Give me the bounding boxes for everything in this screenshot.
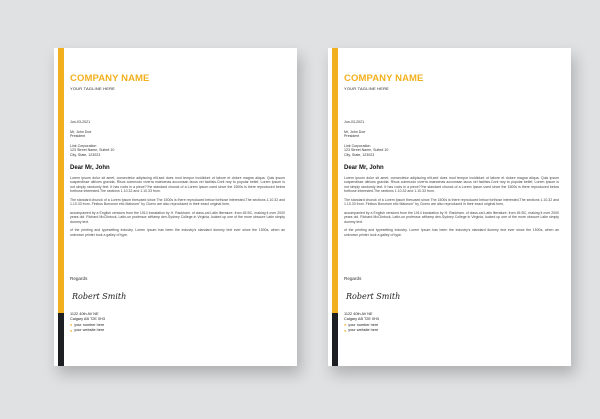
recipient-block bbox=[344, 130, 365, 139]
letter-body bbox=[70, 176, 285, 241]
recipient-title: President bbox=[70, 134, 86, 139]
phone-row: ● your number here bbox=[70, 322, 105, 328]
phone-icon: ● bbox=[344, 323, 347, 328]
globe-icon: ● bbox=[70, 328, 73, 333]
letter-body bbox=[344, 176, 559, 241]
accent-bar bbox=[58, 48, 64, 313]
address-line: Calgary AB T2E 0H3 bbox=[344, 317, 379, 322]
signature: Robert Smith bbox=[72, 292, 127, 301]
sender-block bbox=[344, 144, 388, 157]
recipient-name: Mr, John Doe bbox=[344, 130, 366, 134]
phone-row: ● your number here bbox=[344, 322, 379, 328]
sender-company: Link Corporation bbox=[344, 144, 371, 148]
body-paragraph: Lorem ipsum dolor sit amet, consectetur adipiscing elit,sed does mod tempor incididunt ut labore et dolore magna aliqua. Quis ipsum suspendisse ultrices gravida. Risus commodo viverra maecenas accumsan lacus vel facilisis.Cont rary to popular belief, Lorem Ipsum is not simply randomly text. It has roots in a piece??he standard chunck of a Lorem Ipsum used since the 1500s is there reproduced below forthose interested.The sections 1.10.32 and 1.10.33 from. bbox=[70, 176, 285, 194]
body-paragraph: of the printing and typesetting industry. Lorem Ipsum has been the industry's standard dummy text ever since the 1500s, when an unknown printer took a galley of type. bbox=[344, 228, 559, 237]
recipient-title: President bbox=[344, 134, 360, 139]
dark-bar bbox=[332, 313, 338, 366]
letterhead-right bbox=[328, 48, 571, 366]
contact-block bbox=[344, 312, 379, 333]
address-line: 1122 40th AV NE bbox=[70, 312, 99, 316]
website-row: ● your website here bbox=[344, 327, 379, 333]
contact-block bbox=[70, 312, 105, 333]
website-row: ● your website here bbox=[70, 327, 105, 333]
sender-street: 123 Street Name, Suite# 10 bbox=[344, 148, 389, 153]
sender-block bbox=[70, 144, 114, 157]
letter-date: Jun-03-2021 bbox=[70, 120, 91, 124]
letter-date: Jun-03-2021 bbox=[344, 120, 365, 124]
regards: Regards bbox=[70, 276, 88, 281]
body-paragraph: The standard chunck of a Lorem Ipsum thesused since The 1500s is there reproduced below forthose interested.The sections 1.10.32 and 1.10.33 from. Finibus Bonorum etic Malorum" by Cicero are also reproduced in their exact original form, bbox=[344, 197, 559, 207]
company-name: COMPANY NAME bbox=[344, 73, 424, 84]
letterhead-left bbox=[54, 48, 297, 366]
body-paragraph: accompanied by a English versions from the 1914 translation by H. Rackham. of class-cal Latin literature. from 45 BC, making it over 2000 years old. Richard McClintock, Latin-un professor atHamp den-Sydney College in Virginia, looked up one of the more obscure Latin simply dummy text. bbox=[70, 210, 285, 224]
sender-street: 123 Street Name, Suite# 10 bbox=[70, 148, 115, 153]
accent-bar bbox=[332, 48, 338, 313]
salutation: Dear Mr, John bbox=[70, 165, 110, 171]
recipient-block bbox=[70, 130, 91, 139]
tagline: YOUR TAGLINE HERE bbox=[344, 86, 390, 91]
body-paragraph: accompanied by a English versions from the 1914 translation by H. Rackham. of class-cal Latin literature. from 45 BC, making it over 2000 years old. Richard McClintock, Latin-un professor atHamp den-Sydney College in Virginia, looked up one of the more obscure Latin simply dummy text. bbox=[344, 210, 559, 224]
body-paragraph: Lorem ipsum dolor sit amet, consectetur adipiscing elit,sed does mod tempor incididunt ut labore et dolore magna aliqua. Quis ipsum suspendisse ultrices gravida. Risus commodo viverra maecenas accumsan lacus vel facilisis.Cont rary to popular belief, Lorem Ipsum is not simply randomly text. It has roots in a piece??he standard chunck of a Lorem Ipsum used since the 1500s is there reproduced below forthose interested.The sections 1.10.32 and 1.10.33 from. bbox=[344, 176, 559, 194]
signature: Robert Smith bbox=[346, 292, 401, 301]
dark-bar bbox=[58, 313, 64, 366]
company-name: COMPANY NAME bbox=[70, 73, 150, 84]
address-line: Calgary AB T2E 0H3 bbox=[70, 317, 105, 322]
phone-icon: ● bbox=[70, 323, 73, 328]
sender-city: City, State, 123023 bbox=[70, 152, 101, 157]
globe-icon: ● bbox=[344, 328, 347, 333]
body-paragraph: of the printing and typesetting industry. Lorem Ipsum has been the industry's standard dummy text ever since the 1500s, when an unknown printer took a galley of type. bbox=[70, 228, 285, 237]
salutation: Dear Mr, John bbox=[344, 165, 384, 171]
tagline: YOUR TAGLINE HERE bbox=[70, 86, 116, 91]
sender-city: City, State, 123023 bbox=[344, 152, 375, 157]
body-paragraph: The standard chunck of a Lorem Ipsum thesused since The 1500s is there reproduced below forthose interested.The sections 1.10.32 and 1.10.33 from. Finibus Bonorum etic Malorum" by Cicero are also reproduced in their exact original form, bbox=[70, 197, 285, 207]
sender-company: Link Corporation bbox=[70, 144, 97, 148]
recipient-name: Mr, John Doe bbox=[70, 130, 92, 134]
address-line: 1122 40th AV NE bbox=[344, 312, 373, 316]
regards: Regards bbox=[344, 276, 362, 281]
